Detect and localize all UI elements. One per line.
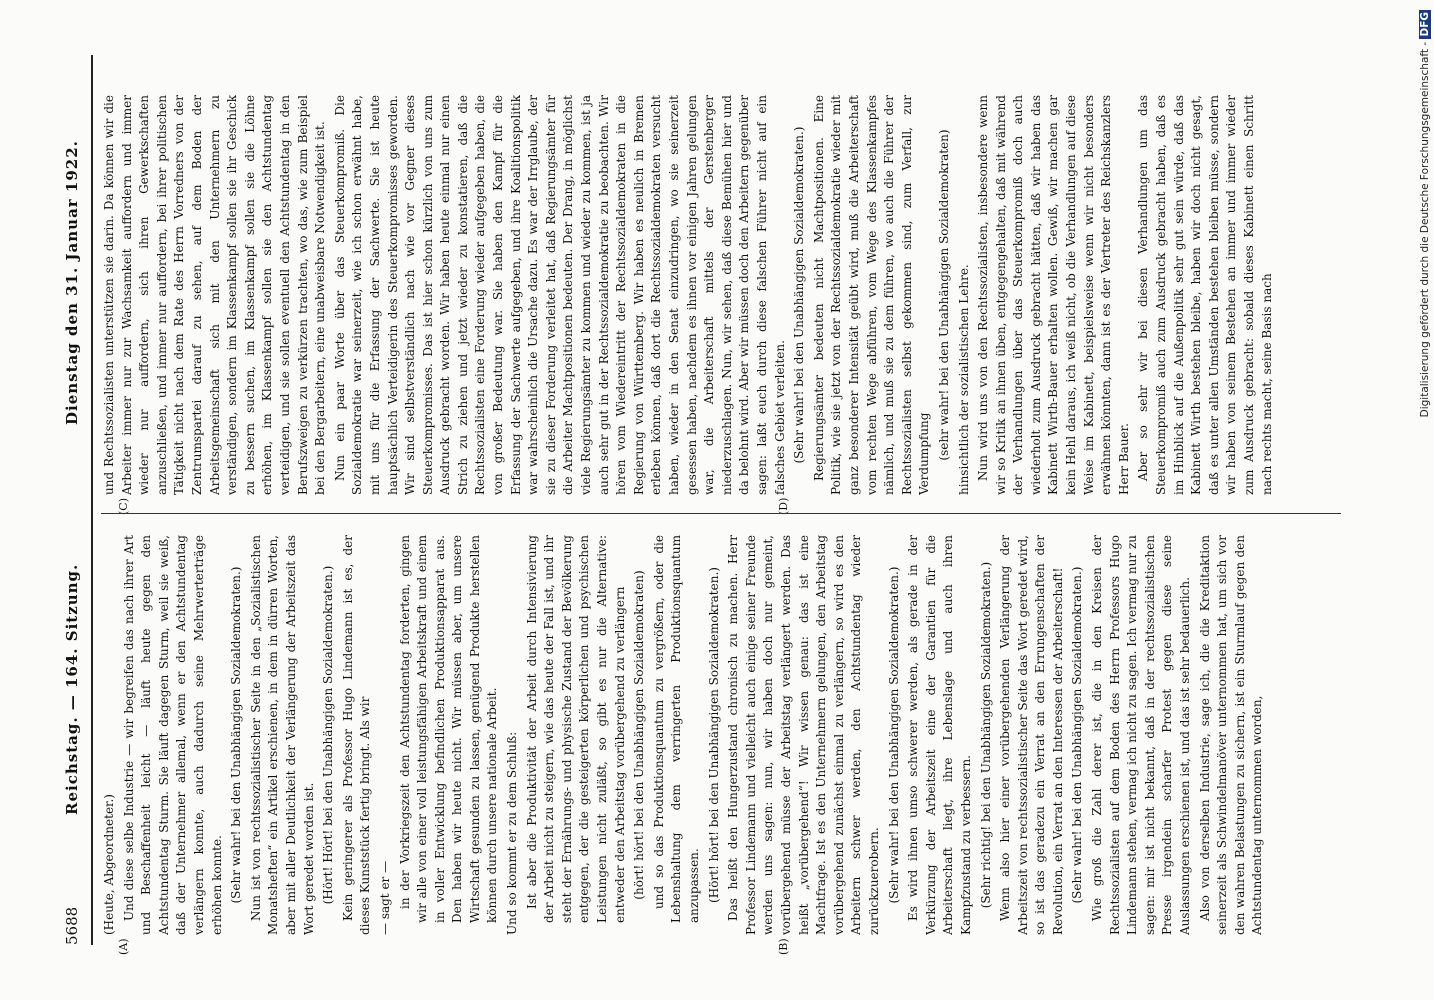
margin-mark-a: (A) — [117, 938, 130, 955]
interjection: (Hört! Hört! bei den Unabhängigen Sozialdemokraten.) — [321, 565, 336, 905]
interjection: (sehr wahr! bei den Unabhängigen Sozialdemokraten) — [936, 129, 951, 461]
paragraph: Und so kommt er zu dem Schluß: — [505, 731, 520, 935]
paragraph: Kein geringerer als Professor Hugo Lindemann ist es, der dieses Kunststück fertig bringt. Als wir — [340, 535, 373, 935]
paragraph: Wie groß die Zahl derer ist, die in den Kreisen der Rechtssozialisten auf dem Boden des Herrn Professors Hugo Lindemann stehen, vermag ich nicht zu sagen. Ich vermag nur zu sagen: mir ist nicht bekannt, daß in der rechtssozialistischen Presse irgendein scharfer Protest gegen diese seine Auslassungen erschienen ist, und das ist sehr bedauerlich. — [1090, 535, 1193, 935]
paragraph: Es wird ihnen umso schwerer werden, als gerade in der Verkürzung der Arbeitszeit eine der Garantien für die Arbeiterschaft liegt, ihre Lebenslage und auch ihren Kampfzustand zu verbessern. — [906, 535, 973, 935]
header-rule — [91, 55, 93, 945]
header-date: Dienstag den 31. Januar 1922. — [63, 140, 81, 425]
aside: — sagt er — — [377, 860, 392, 935]
paragraph: Nun ist von rechtssozialistischer Seite in den „Sozialistischen Monatsheften“ ein Artikel erschienen, in dem in dürren Worten, aber mit aller Deutlichkeit der Verlängerung der Arbeitszeit das Wort geredet worden ist. — [248, 535, 316, 935]
paragraph: Nun wird uns von den Rechtssozialisten, insbesondere wenn wir so Kritik an ihnen üben, entgegengehalten, daß mit während der Verhandlungen über das Steuerkompromiß doch auch wiederholt zum Ausdruck gebracht hätten, daß wir haben das Kabinett Wirth-Bauer erhalten wollen. Gewiß, wir machen gar kein Hehl daraus, ich weiß nicht, ob die Verhandlungen auf diese Weise im Kabinett, beispielsweise wenn wir nicht besonders erwähnen könnten, dann ist es der Vertreter des Reichskanzlers Herr Bauer. — [976, 95, 1131, 495]
paragraph: Das heißt den Hungerzustand chronisch zu machen. Herr Professor Lindemann und vielleicht auch einige seiner Freunde werden uns sagen: nun, wir haben doch nur gemeint, vorübergehend müsse der Arbeitstag verlängert werden. Das heißt „vorübergehend“! Wir wissen genau: das ist eine Machtfrage. Ist es den Unternehmern gelungen, den Arbeitstag vorübergehend zunächst einmal zu verlängern, so wird es den Arbeitern schwer werden, den Achtstundentag wieder zurückzuerobern. — [726, 535, 881, 935]
digitization-credit — [1416, 6, 1434, 996]
page-number: 5688 — [63, 906, 81, 945]
interjection: (hört! hört! bei den Unabhängigen Sozialdemokraten) — [632, 570, 647, 900]
quotation: und so das Produktionsquantum zu vergrößern, oder die Lebenshaltung dem verringerten Produktionsquantum anzupassen. — [651, 535, 701, 923]
paragraph: Also von derselben Industrie, sage ich, die die Kreditaktion seinerzeit als Schwindelmanöver unternommen hat, um sich vor den wahren Belastungen zu sichern, ist ein Sturmlauf gegen den Achtstundentag unternommen worden, — [1197, 535, 1265, 935]
paragraph: Und diese selbe Industrie — wir begreifen das nach ihrer Art und Beschaffenheit leicht — läuft heute gegen den Achtstundentag Sturm. Sie läuft dagegen Sturm, weil sie weiß, daß der Unternehmer allemal, wenn er den Achtstundentag verlängern konnte, auch dadurch seine Mehrwerterträge erhöhen konnte. — [121, 535, 224, 935]
rotated-page-content — [57, 25, 1377, 975]
quotation: in der Vorkriegszeit den Achtstundentag forderten, gingen wir alle von einer voll leistungsfähigen Arbeitskraft und einem in voller Entwicklung befindlichen Produktionsapparat aus. Den haben wir heute nicht. Wir müssen aber, um unsere Wirtschaft gesunden zu lassen, genügend Produkte herstellen können durch unsere nationale Arbeit. — [397, 535, 500, 923]
interjection: (Sehr wahr! bei den Unabhängigen Sozialdemokraten.) — [886, 566, 901, 904]
quotation: Ist aber die Produktivität der Arbeit durch Intensivierung der Arbeit nicht zu steigern, wie das heute der Fall ist, und ihr steht der Ernährungs- und physische Zustand der Bevölkerung entgegen, der die gesteigerten körperlichen und psychischen Leistungen nicht zuläßt, so gibt es nur die Alternative: entweder den Arbeitstag vorübergehend zu verlängern — [524, 535, 627, 923]
credit-text: Digitalisierung gefördert durch die Deutsche Forschungsgemeinschaft - — [1419, 41, 1431, 418]
interjection: (Sehr wahr! bei den Unabhängigen Sozialdemokraten.) — [229, 566, 244, 904]
column-divider — [101, 513, 1341, 514]
paragraph: Nun ein paar Worte über das Steuerkompromiß. Die Sozialdemokratie war seinerzeit, wie ich schon erwähnt habe, mit uns für die Erfassung der Sachwerte. Sie ist heute hauptsächlich Verteidigerin des Steuerkompromisses geworden. Wir sind selbstverständlich nach wie vor Gegner dieses Steuerkompromisses. Das ist hier schon kürzlich von uns zum Ausdruck gebracht worden. Wir haben heute einmal nur einen Strich zu ziehen und jetzt wieder zu konstatieren, daß die Rechtssozialisten eine Forderung wieder aufgegeben haben, die von großer Bedeutung war. Sie haben den Kampf für die Erfassung der Sachwerte aufgegeben, und ihre Koalitionspolitik war wahrscheinlich die Ursache dazu. Es war der Irrglaube, der sie zu dieser Forderung verleitet hat, daß Regierungsämter für die Arbeiter Machtpositionen bedeuten. Der Drang, in möglichst viele Regierungsämter zu kommen und wieder zu kommen, ist ja auch sehr gut in der Rechtssozialdemokratie zu beobachten. Wir hören vom Wiedereintritt der Rechtssozialdemokraten in die Regierung von Württemberg. Wir haben es neulich in Bremen erleben können, daß dort die Rechtssozialdemokraten versucht haben, wieder in den Senat einzudringen, wo sie seinerzeit gesessen haben, nachdem es ihnen vor einigen Jahren gelungen war, die Arbeiterschaft mittels der Gerstenberger niederzuschlagen. Nun, wir sehen, daß diese Bemühen hier und da belohnt wird. Aber wir müssen doch den Arbeitern gegenüber sagen: laßt euch durch diese falschen Führer nicht auf ein falsches Gebiet verleiten. — [332, 95, 787, 495]
paragraph: hinsichtlich der sozialistischen Lehre. — [956, 264, 971, 495]
left-column — [101, 535, 1341, 935]
paragraph: und Rechtssozialisten unterstützen sie darin. Da können wir die Arbeiter immer nur zur Wachsamkeit auffordern und immer wieder nur auffordern, sich ihren Gewerkschaften anzuschließen, und immer nur auffordern, bei ihrer politischen Tätigkeit nicht nach dem Rate des Herrn Vorredners von der Zentrumspartei darauf zu sehen, auf dem Boden der Arbeitsgemeinschaft sich mit den Unternehmern zu verständigen, sondern im Klassenkampf sollen sie ihr Geschick zu bessern suchen, im Klassenkampf sollen sie die Löhne erhöhen, im Klassenkampf sollen sie den Achtstundentag verteidigen, und sie sollen eventuell den Achtstundentag in den Berufszweigen zu verkürzen trachten, wo das, wie zum Beispiel bei den Bergarbeitern, eine unabweisbare Notwendigkeit ist. — [102, 95, 328, 495]
speaker-line: (Heute, Abgeordneter.) — [102, 794, 116, 935]
header-title: Reichstag. — 164. Sitzung. — [63, 563, 81, 815]
running-header — [57, 55, 91, 945]
paragraph: Wenn also hier einer vorübergehenden Verlängerung der Arbeitszeit von rechtssozialistischer Seite das Wort geredet wird, so ist das geradezu ein Verrat an den Errungenschaften der Revolution, ein Verrat an den Interessen der Arbeiterschaft! — [998, 535, 1065, 935]
margin-mark-d: (D) — [777, 497, 790, 515]
dfg-logo: DFG — [1419, 12, 1431, 37]
margin-mark-b: (B) — [777, 938, 790, 955]
interjection: (Sehr richtig! bei den Unabhängigen Sozialdemokraten.) — [978, 561, 993, 909]
interjection: (Sehr wahr! bei den Unabhängigen Sozialdemokraten.) — [792, 126, 807, 464]
interjection: (Hört! hört! bei den Unabhängigen Sozialdemokraten.) — [706, 567, 721, 903]
right-column — [101, 95, 1341, 495]
paragraph: Regierungsämter bedeuten nicht Machtpositionen. Eine Politik, wie sie jetzt von der Rechtssozialdemokratie wieder mit ganz besonderer Intensität geübt wird, muß die Arbeiterschaft vom rechten Wege abführen, vom Wege des Klassenkampfes nämlich, und muß sie zu dem führen, wo auch die Führer der Rechtssozialisten selbst gekommen sind, zum Verfall, zur Verdumpfung — [811, 95, 932, 495]
margin-mark-c: (C) — [117, 498, 130, 515]
interjection: (Sehr wahr! bei den Unabhängigen Sozialdemokraten.) — [1070, 566, 1085, 904]
paragraph: Aber so sehr wir bei diesen Verhandlungen um das Steuerkompromiß auch zum Ausdruck gebracht haben, daß es im Hinblick auf die Außenpolitik sehr gut sein würde, daß das Kabinett Wirth bestehen bleibe, haben wir doch nicht gesagt, daß es unter allen Umständen bestehen bleiben müsse, sondern wir haben von seinem Bestehen an immer und immer wieder zum Ausdruck gebracht: sobald dieses Kabinett einen Schritt nach rechts macht, seine Basis nach — [1136, 95, 1274, 495]
